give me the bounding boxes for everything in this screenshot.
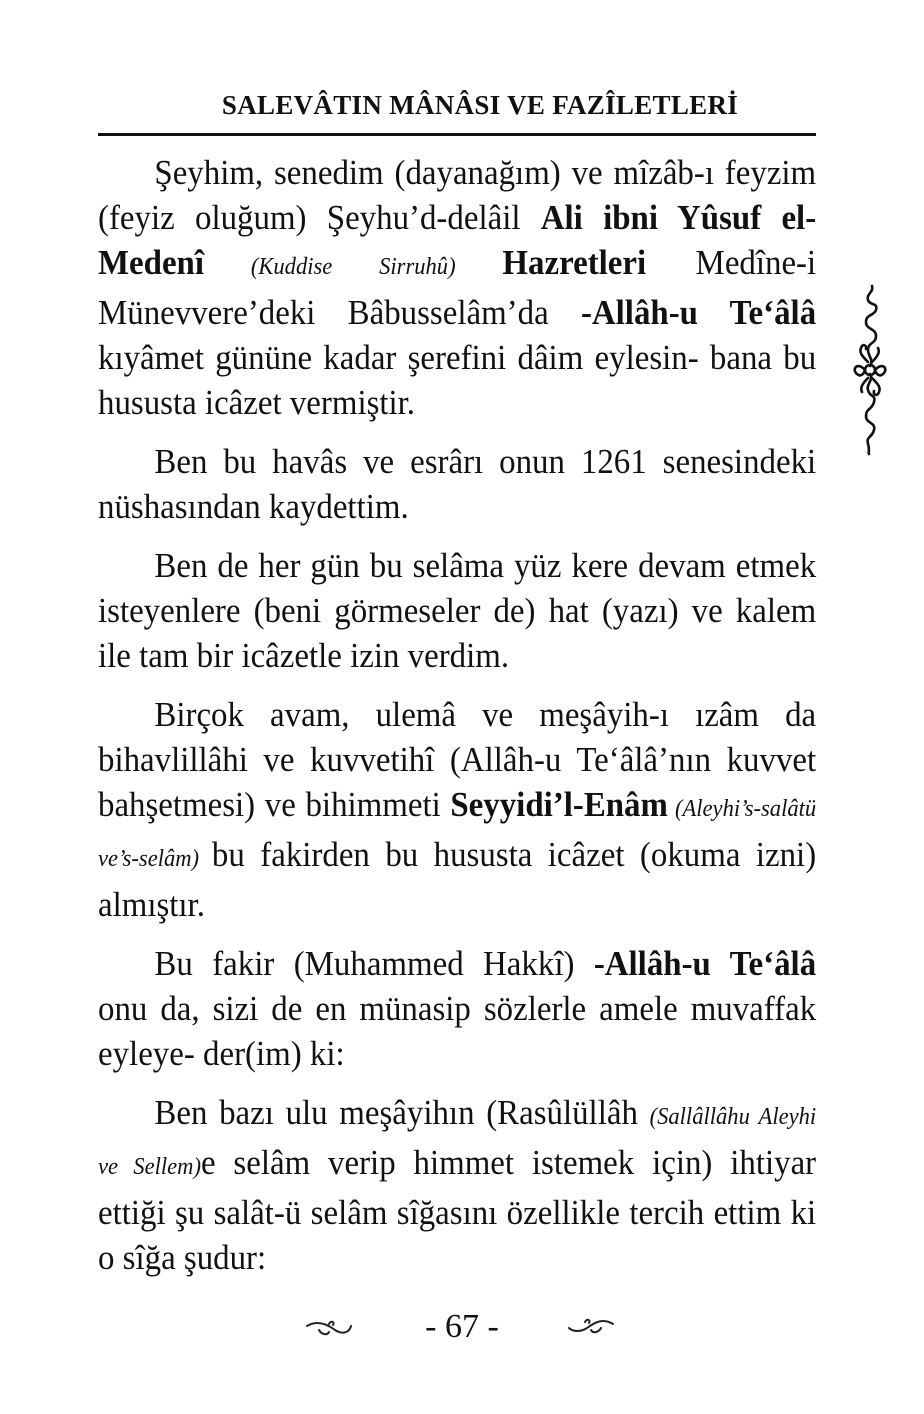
paragraph	[98, 692, 816, 927]
bold-name: Seyyidi’l-Enâm	[450, 785, 668, 824]
text-span: Bu fakir (Muhammed Hakkî)	[154, 944, 594, 983]
text-span: Birçok avam, ulemâ ve meşâyih-ı ızâm da bihavlillâhi ve kuvvetihî (Allâh-u Te‘âlâ’nın kuvvet bahşetmesi) ve bihimmeti	[98, 695, 817, 824]
paragraph	[98, 150, 816, 425]
page-number: - 67 -	[425, 1308, 499, 1345]
bold-name: -Allâh-u Te‘âlâ	[580, 293, 817, 332]
honorific-italic: (Aleyhi’s-salâtü ve’s-selâm)	[98, 796, 817, 872]
text-span: kıyâmet gününe kadar şerefini dâim eylesin- bana bu hususta icâzet vermiştir.	[98, 338, 817, 422]
body-text	[98, 150, 816, 1294]
text-span: Ben bazı ulu meşâyihın (Rasûlüllâh	[154, 1093, 650, 1132]
running-header: SALEVÂTIN MÂNÂSI VE FAZÎLETLERİ	[221, 90, 739, 120]
flourish-right-icon	[565, 1316, 615, 1336]
text-span: e selâm verip himmet istemek için) ihtiyar ettiği şu salât-ü selâm sîğasını özellikle tercih ettim ki o sîğa şudur:	[98, 1143, 817, 1277]
honorific-italic: (Kuddise Sirruhû)	[203, 254, 503, 280]
paragraph	[98, 543, 816, 678]
text-span: Medîne-i Münevvere’deki Bâbusselâm’da	[98, 243, 817, 332]
honorific-italic: (Sallâllâhu Aleyhi ve Sellem)	[98, 1104, 817, 1180]
vertical-scroll-ornament-icon	[848, 282, 892, 458]
text-span: Ben bu havâs ve esrârı onun 1261 senesindeki nüshasından kaydettim.	[98, 442, 817, 526]
page-footer	[0, 1308, 924, 1358]
paragraph	[98, 439, 816, 529]
text-span: Şeyhim, senedim (dayanağım) ve mîzâb-ı feyzim (feyiz oluğum) Şeyhu’d-delâil	[98, 153, 817, 237]
bold-name: Ali ibni Yûsuf el-Medenî	[98, 198, 817, 282]
text-span: bu fakirden bu hususta icâzet (okuma izni) almıştır.	[98, 835, 817, 924]
text-span: onu da, sizi de en münasip sözlerle amele muvaffak eyleye- der(im) ki:	[98, 989, 817, 1073]
paragraph	[98, 941, 816, 1076]
flourish-left-icon	[305, 1318, 355, 1338]
bold-title: Hazretleri	[502, 243, 647, 282]
paragraph	[98, 1090, 816, 1280]
bold-name: -Allâh-u Te‘âlâ	[593, 944, 817, 983]
header-rule	[98, 133, 816, 136]
text-span: Ben de her gün bu selâma yüz kere devam etmek isteyenlere (beni görmeseler de) hat (yazı) ve kalem ile tam bir icâzetle izin verdim.	[98, 546, 817, 675]
